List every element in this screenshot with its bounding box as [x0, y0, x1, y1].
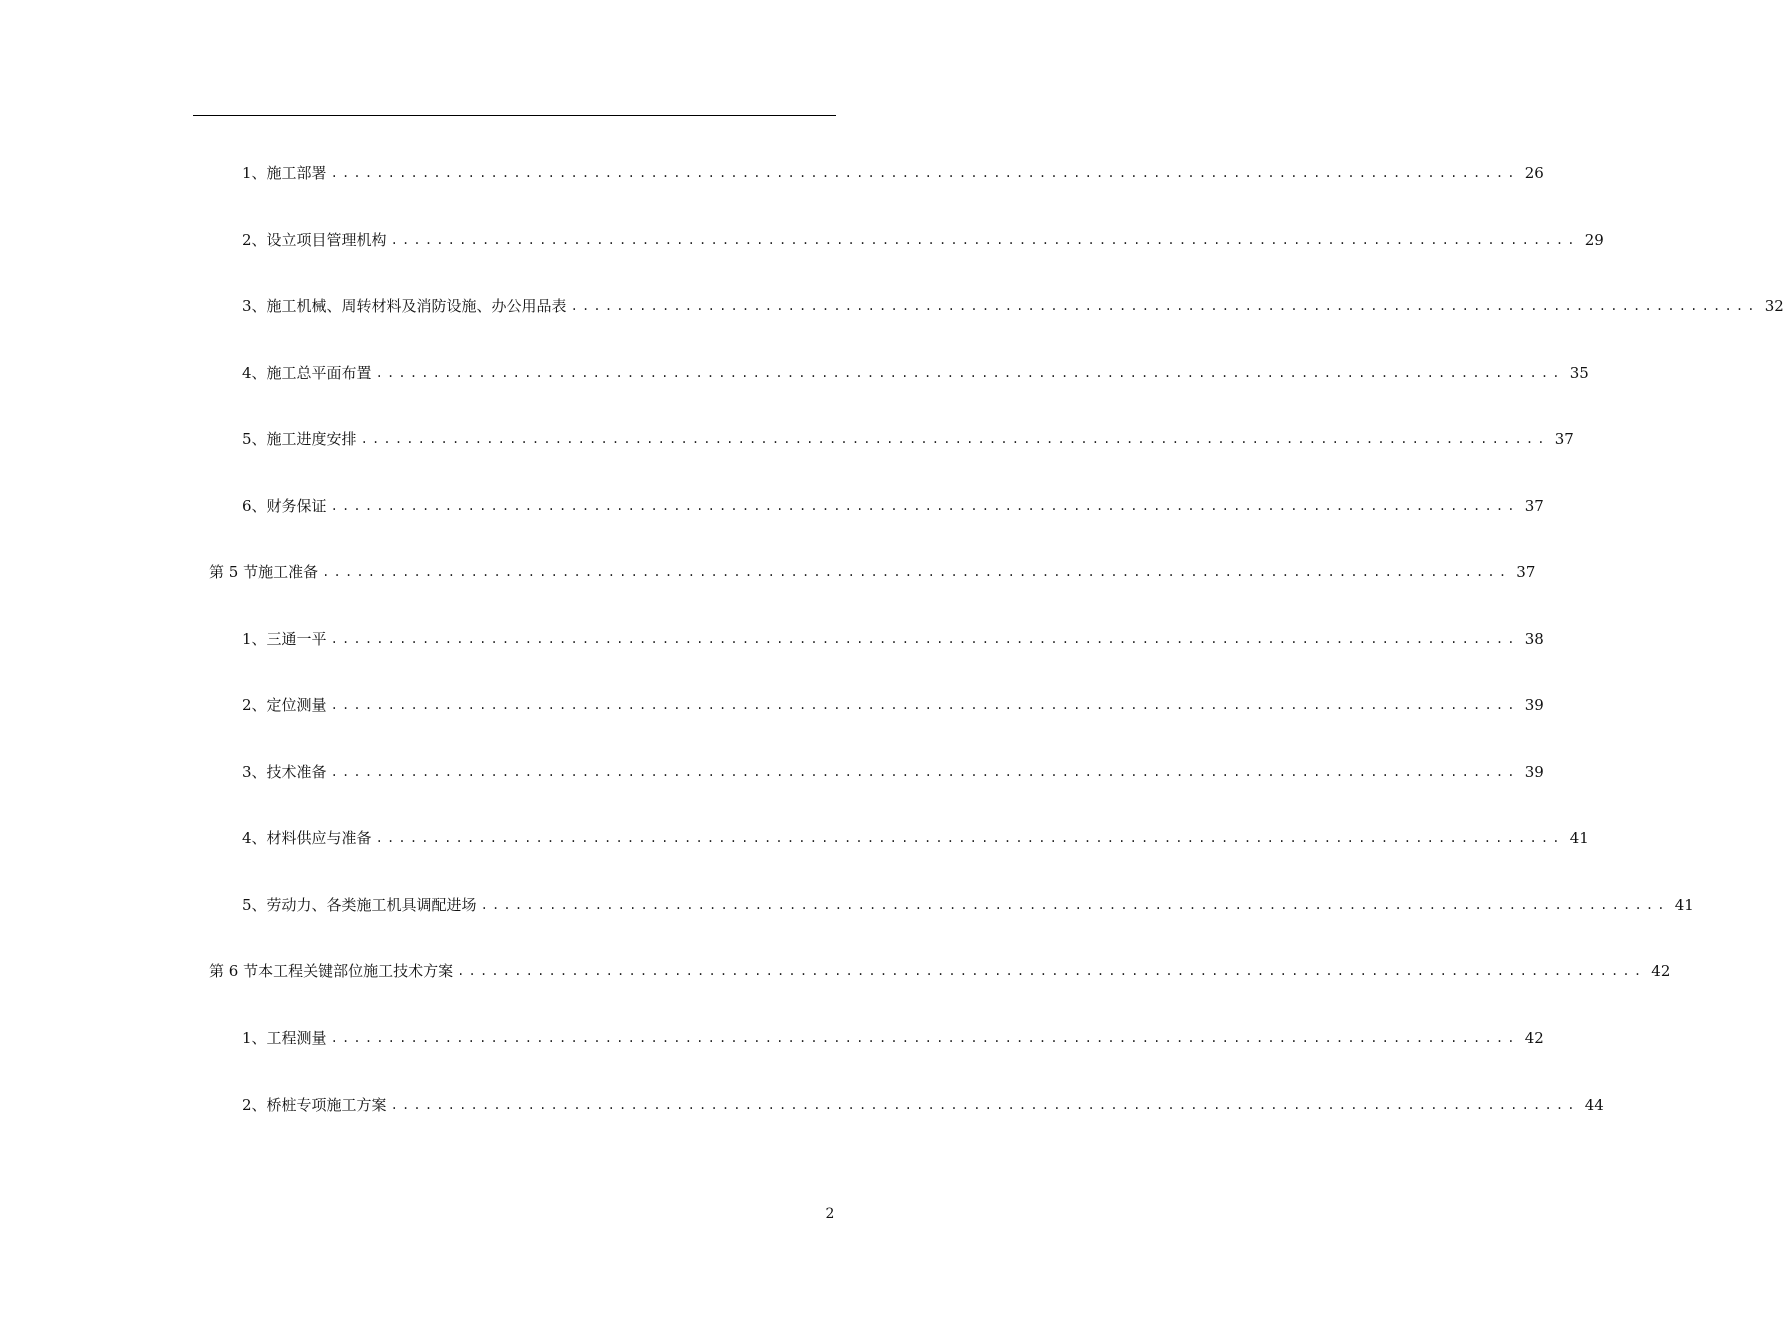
- toc-section-entry[interactable]: [209, 960, 1671, 982]
- toc-entry-page: 41: [1569, 829, 1589, 847]
- toc-entry-page: 42: [1651, 962, 1671, 980]
- toc-leader-dots: ........................................................................................................: [375, 366, 1564, 380]
- toc-leader-dots: ........................................................................................................: [480, 898, 1669, 912]
- toc-entry-title: 财务保证: [266, 497, 327, 515]
- toc-entry-title: 材料供应与准备: [266, 829, 372, 847]
- toc-entry-number: 2、: [242, 696, 267, 714]
- toc-entry-page: 38: [1524, 630, 1544, 648]
- toc-entry-title: 工程测量: [266, 1029, 327, 1047]
- toc-entry-page: 35: [1569, 364, 1589, 382]
- toc-entry[interactable]: [242, 694, 1544, 716]
- toc-entry[interactable]: [242, 495, 1544, 517]
- footer-page-number: 2: [825, 1206, 835, 1222]
- toc-leader-dots: ........................................................................................................: [360, 432, 1549, 446]
- toc-entry[interactable]: [242, 428, 1574, 450]
- toc-entry-title: 劳动力、各类施工机具调配进场: [266, 896, 477, 914]
- toc-leader-dots: ........................................................................................................: [330, 698, 1519, 712]
- toc-section-title: 本工程关键部位施工技术方案: [258, 962, 454, 980]
- toc-entry-number: 1、: [242, 164, 267, 182]
- toc-leader-dots: ........................................................................................................: [390, 1098, 1579, 1112]
- toc-entry-title: 定位测量: [266, 696, 327, 714]
- toc-entry-title: 设立项目管理机构: [266, 231, 387, 249]
- toc-entry-number: 2、: [242, 231, 267, 249]
- toc-entry-title: 施工部署: [266, 164, 327, 182]
- toc-entry[interactable]: [242, 827, 1589, 849]
- toc-entry[interactable]: [242, 362, 1589, 384]
- toc-entry-number: 1、: [242, 630, 267, 648]
- toc-leader-dots: ........................................................................................................: [570, 299, 1759, 313]
- toc-entry-number: 5、: [242, 896, 267, 914]
- toc-entry-number: 4、: [242, 829, 267, 847]
- toc-entry-title: 三通一平: [266, 630, 327, 648]
- toc-section-number: 第 5 节: [209, 563, 259, 581]
- toc-entry-number: 4、: [242, 364, 267, 382]
- toc-entry-number: 3、: [242, 763, 267, 781]
- toc-entry-title: 施工机械、周转材料及消防设施、办公用品表: [266, 297, 567, 315]
- toc-entry-number: 2、: [242, 1096, 267, 1114]
- toc-entry-page: 26: [1524, 164, 1544, 182]
- toc-entry-number: 3、: [242, 297, 267, 315]
- toc-entry-page: 29: [1584, 231, 1604, 249]
- toc-entry[interactable]: [242, 229, 1604, 251]
- toc-entry-page: 37: [1516, 563, 1536, 581]
- toc-leader-dots: ........................................................................................................: [390, 233, 1579, 247]
- toc-entry-title: 施工总平面布置: [266, 364, 372, 382]
- toc-entry-number: 5、: [242, 430, 267, 448]
- toc-entry-number: 6、: [242, 497, 267, 515]
- toc-section-number: 第 6 节: [209, 962, 259, 980]
- toc-entry[interactable]: [242, 1094, 1604, 1116]
- toc-entry-page: 37: [1524, 497, 1544, 515]
- toc-entry-page: 41: [1674, 896, 1694, 914]
- toc-entry-number: 1、: [242, 1029, 267, 1047]
- toc-section-entry[interactable]: [209, 561, 1536, 583]
- toc-leader-dots: ........................................................................................................: [330, 499, 1519, 513]
- toc-entry-page: 37: [1554, 430, 1574, 448]
- toc-section-title: 施工准备: [258, 563, 319, 581]
- toc-leader-dots: ........................................................................................................: [330, 166, 1519, 180]
- toc-leader-dots: ........................................................................................................: [322, 565, 1511, 579]
- toc-leader-dots: ........................................................................................................: [330, 1031, 1519, 1045]
- toc-leader-dots: ........................................................................................................: [457, 964, 1646, 978]
- toc-leader-dots: ........................................................................................................: [375, 831, 1564, 845]
- toc-entry-page: 42: [1524, 1029, 1544, 1047]
- toc-entry-page: 39: [1524, 763, 1544, 781]
- toc-entry[interactable]: [242, 162, 1544, 184]
- toc-leader-dots: ........................................................................................................: [330, 632, 1519, 646]
- toc-entry[interactable]: [242, 1027, 1544, 1049]
- toc-entry[interactable]: [242, 628, 1544, 650]
- toc-entry-title: 桥桩专项施工方案: [266, 1096, 387, 1114]
- toc-leader-dots: ........................................................................................................: [330, 765, 1519, 779]
- toc-entry-page: 32: [1764, 297, 1784, 315]
- toc-entry-page: 39: [1524, 696, 1544, 714]
- toc-entry-page: 44: [1584, 1096, 1604, 1114]
- toc-entry[interactable]: [242, 894, 1694, 916]
- toc-entry[interactable]: [242, 295, 1784, 317]
- toc-entry[interactable]: [242, 761, 1544, 783]
- toc-entry-title: 技术准备: [266, 763, 327, 781]
- toc-entry-title: 施工进度安排: [266, 430, 357, 448]
